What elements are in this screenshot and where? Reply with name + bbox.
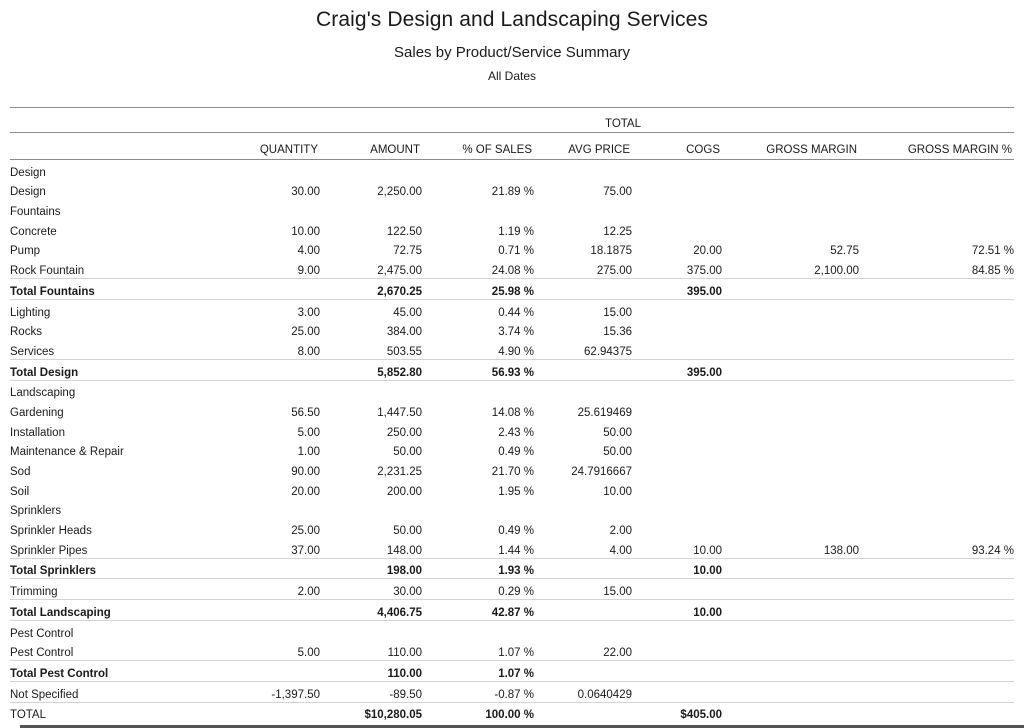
cell-gross-margin: [722, 702, 859, 722]
cell-avg-price: [534, 620, 632, 640]
row-label: Maintenance & Repair: [10, 446, 124, 459]
cell-gross-margin-pct: [859, 702, 1014, 722]
table-subtotal-row[interactable]: [10, 558, 1014, 579]
cell-quantity: 5.00: [297, 647, 320, 660]
cell-amount: [320, 380, 422, 400]
table-row[interactable]: [10, 258, 1014, 278]
cell-gross-margin-pct: [859, 320, 1014, 340]
cell-pct-of-sales: 56.93 %: [422, 359, 534, 380]
cell-cogs: 10.00: [693, 544, 722, 557]
cell-amount: 110.00: [320, 661, 422, 682]
cell-amount: 45.00: [393, 306, 422, 319]
cell-avg-price: 24.7916667: [571, 466, 632, 478]
cell-gross-margin: [722, 479, 859, 499]
cell-avg-price: [534, 600, 632, 621]
cell-gross-margin: [722, 420, 859, 440]
cell-pct-of-sales: 1.44 %: [498, 544, 534, 557]
cell-quantity: [232, 661, 320, 682]
cell-amount: 198.00: [320, 558, 422, 579]
cell-gross-margin: [722, 380, 859, 400]
cell-cogs: 395.00: [632, 359, 722, 380]
row-label: Lighting: [10, 306, 51, 319]
report-header: [0, 0, 1024, 85]
row-label: Trimming: [10, 586, 58, 599]
cell-gross-margin-pct: [859, 380, 1014, 400]
cell-pct-of-sales: 25.98 %: [422, 279, 534, 300]
cell-gross-margin-pct: [859, 359, 1014, 380]
cell-quantity: [232, 499, 320, 519]
row-label: Not Specified: [10, 688, 79, 701]
cell-amount: 2,250.00: [377, 186, 422, 199]
cell-amount: 2,475.00: [377, 265, 422, 278]
table-row[interactable]: [10, 538, 1014, 558]
cell-cogs: [632, 459, 722, 479]
table-subtotal-row[interactable]: [10, 279, 1014, 300]
cell-cogs: [632, 620, 722, 640]
cell-gross-margin-pct: [859, 558, 1014, 579]
cell-gross-margin-pct: [859, 160, 1014, 180]
cell-cogs: [632, 199, 722, 219]
cell-cogs: 10.00: [632, 600, 722, 621]
cell-cogs: [632, 380, 722, 400]
cell-avg-price: 62.94375: [584, 345, 632, 358]
table-row[interactable]: [10, 239, 1014, 259]
cell-amount: [320, 620, 422, 640]
cell-amount: 1,447.50: [377, 406, 422, 419]
cell-cogs: [632, 320, 722, 340]
cell-amount: [320, 160, 422, 180]
column-header-label: [10, 133, 232, 160]
cell-avg-price: 15.00: [603, 306, 632, 319]
table-subtotal-row[interactable]: [10, 661, 1014, 682]
sales-by-product-service-table: [10, 107, 1014, 722]
cell-pct-of-sales: 42.87 %: [422, 600, 534, 621]
row-label: Concrete: [10, 225, 57, 238]
cell-gross-margin-pct: [859, 400, 1014, 420]
table-row[interactable]: [10, 420, 1014, 440]
cell-amount: 122.50: [386, 225, 422, 238]
cell-quantity: 10.00: [291, 225, 320, 238]
cell-gross-margin: [722, 180, 859, 200]
cell-cogs: [632, 681, 722, 702]
table-row[interactable]: [10, 339, 1014, 359]
cell-amount: 72.75: [393, 245, 422, 258]
cell-gross-margin: 138.00: [823, 544, 859, 557]
row-label: Fountains: [10, 206, 61, 219]
cell-gross-margin-pct: [859, 600, 1014, 621]
cell-cogs: [632, 518, 722, 538]
cell-avg-price: 22.00: [603, 647, 632, 660]
cell-amount: 110.00: [387, 647, 422, 660]
cell-cogs: [632, 160, 722, 180]
cell-gross-margin-pct: 72.51 %: [971, 245, 1015, 258]
cell-avg-price: [534, 661, 632, 682]
cell-gross-margin: [722, 499, 859, 519]
row-label: Services: [10, 345, 55, 358]
cell-gross-margin-pct: [859, 339, 1014, 359]
row-label: Gardening: [10, 406, 64, 419]
cell-cogs: [632, 579, 722, 600]
cell-gross-margin: [722, 681, 859, 702]
table-row[interactable]: [10, 380, 1014, 400]
table-row[interactable]: [10, 320, 1014, 340]
table-row[interactable]: [10, 681, 1014, 702]
cell-quantity: 9.00: [297, 265, 320, 278]
cell-gross-margin: [722, 579, 859, 600]
row-label: TOTAL: [10, 702, 232, 722]
cell-amount: 4,406.75: [320, 600, 422, 621]
cell-pct-of-sales: 0.49 %: [498, 446, 534, 459]
cell-cogs: 375.00: [686, 265, 722, 278]
cell-gross-margin: [722, 641, 859, 661]
cell-pct-of-sales: 1.19 %: [498, 225, 534, 238]
cell-avg-price: 50.00: [603, 446, 632, 459]
cell-cogs: [632, 440, 722, 460]
cell-gross-margin-pct: [859, 499, 1014, 519]
cell-pct-of-sales: 24.08 %: [491, 265, 534, 278]
cell-gross-margin-pct: [859, 620, 1014, 640]
cell-avg-price: 15.00: [603, 586, 632, 599]
cell-amount: [320, 199, 422, 219]
cell-amount: [320, 499, 422, 519]
cell-avg-price: 18.1875: [590, 245, 632, 258]
table-row[interactable]: [10, 180, 1014, 200]
row-label: Sprinkler Pipes: [10, 544, 88, 557]
cell-cogs: [632, 299, 722, 319]
table-subtotal-row[interactable]: [10, 359, 1014, 380]
row-label: Total Fountains: [10, 279, 232, 300]
cell-cogs: 395.00: [632, 279, 722, 300]
row-label: Sod: [10, 466, 31, 478]
row-label: Rocks: [10, 326, 42, 339]
cell-avg-price: 50.00: [603, 426, 632, 439]
cell-pct-of-sales: 21.89 %: [491, 186, 534, 199]
cell-cogs: [632, 400, 722, 420]
cell-avg-price: [534, 558, 632, 579]
cell-cogs: [632, 479, 722, 499]
column-header-amount[interactable]: AMOUNT: [320, 133, 422, 160]
cell-amount: 148.00: [386, 544, 422, 557]
cell-avg-price: 4.00: [609, 544, 632, 557]
cell-quantity: 8.00: [297, 345, 320, 358]
cell-pct-of-sales: 14.08 %: [491, 406, 534, 419]
cell-gross-margin-pct: [859, 681, 1014, 702]
group-header-row: [10, 108, 1014, 133]
company-name: Craig's Design and Landscaping Services: [316, 8, 708, 31]
cell-quantity: [232, 199, 320, 219]
cell-gross-margin: [722, 661, 859, 682]
table-row[interactable]: [10, 579, 1014, 600]
row-label: Design: [10, 166, 46, 179]
cell-pct-of-sales: 1.07 %: [498, 647, 534, 660]
cell-quantity: 90.00: [291, 466, 320, 478]
cell-pct-of-sales: 3.74 %: [498, 326, 534, 339]
table-row[interactable]: [10, 518, 1014, 538]
cell-quantity: 5.00: [297, 426, 320, 439]
cell-gross-margin-pct: [859, 180, 1014, 200]
row-label: Sprinkler Heads: [10, 525, 92, 538]
cell-gross-margin: [722, 400, 859, 420]
cell-avg-price: 275.00: [596, 265, 632, 278]
cell-pct-of-sales: -0.87 %: [494, 688, 534, 701]
cell-gross-margin-pct: [859, 299, 1014, 319]
cell-gross-margin-pct: [859, 579, 1014, 600]
cell-gross-margin-pct: [859, 279, 1014, 300]
cell-avg-price: 2.00: [609, 525, 632, 538]
cell-quantity: -1,397.50: [271, 688, 320, 701]
cell-gross-margin-pct: [859, 661, 1014, 682]
cell-gross-margin: [722, 320, 859, 340]
table-row[interactable]: [10, 160, 1014, 180]
cell-pct-of-sales: [422, 160, 534, 180]
cell-avg-price: [534, 499, 632, 519]
cell-avg-price: 0.0640429: [577, 688, 632, 701]
cell-pct-of-sales: 0.49 %: [498, 525, 534, 538]
cell-amount: 2,231.25: [377, 466, 422, 478]
column-header-row: [10, 133, 1014, 160]
table-row[interactable]: [10, 641, 1014, 661]
cell-amount: 250.00: [386, 426, 422, 439]
cell-amount: 2,670.25: [320, 279, 422, 300]
table-grand-total-row[interactable]: [10, 702, 1014, 722]
cell-cogs: $405.00: [632, 702, 722, 722]
report-table-container: [10, 85, 1014, 728]
column-header-quantity[interactable]: QUANTITY: [232, 133, 320, 160]
cell-quantity: 4.00: [297, 245, 320, 258]
cell-quantity: 20.00: [291, 485, 320, 498]
cell-cogs: [632, 180, 722, 200]
cell-gross-margin: [722, 219, 859, 239]
table-row[interactable]: [10, 440, 1014, 460]
table-row[interactable]: [10, 199, 1014, 219]
row-label: Soil: [10, 485, 30, 498]
cell-gross-margin-pct: [859, 440, 1014, 460]
table-row[interactable]: [10, 219, 1014, 239]
cell-pct-of-sales: 21.70 %: [491, 466, 534, 478]
column-header-gross-margin-pct[interactable]: GROSS MARGIN %: [859, 133, 1014, 160]
cell-pct-of-sales: [422, 620, 534, 640]
cell-quantity: [232, 600, 320, 621]
cell-quantity: 37.00: [291, 544, 320, 557]
cell-gross-margin-pct: 93.24 %: [971, 544, 1015, 557]
cell-pct-of-sales: 0.44 %: [498, 306, 534, 319]
cell-pct-of-sales: 0.29 %: [498, 586, 534, 599]
cell-quantity: [232, 359, 320, 380]
cell-gross-margin-pct: 84.85 %: [971, 265, 1015, 278]
cell-quantity: 56.50: [291, 406, 320, 419]
cell-cogs: 20.00: [693, 245, 722, 258]
cell-gross-margin: [722, 359, 859, 380]
cell-quantity: 1.00: [297, 446, 320, 459]
row-label: Design: [10, 186, 46, 199]
cell-avg-price: 75.00: [603, 186, 632, 199]
cell-gross-margin: 52.75: [830, 245, 859, 258]
cell-quantity: 2.00: [297, 586, 320, 599]
cell-avg-price: 25.619469: [577, 406, 632, 419]
cell-quantity: 25.00: [291, 525, 320, 538]
cell-cogs: [632, 499, 722, 519]
cell-gross-margin: [722, 440, 859, 460]
table-row[interactable]: [10, 620, 1014, 640]
cell-cogs: [632, 641, 722, 661]
cell-pct-of-sales: 1.93 %: [422, 558, 534, 579]
row-label: Installation: [10, 426, 65, 439]
cell-quantity: [232, 620, 320, 640]
cell-pct-of-sales: [422, 380, 534, 400]
cell-gross-margin-pct: [859, 459, 1014, 479]
group-header-total: TOTAL: [232, 108, 1014, 133]
cell-amount: 30.00: [393, 586, 422, 599]
cell-cogs: 10.00: [632, 558, 722, 579]
cell-pct-of-sales: 1.07 %: [422, 661, 534, 682]
cell-quantity: 3.00: [297, 306, 320, 319]
table-row[interactable]: [10, 479, 1014, 499]
cell-avg-price: [534, 380, 632, 400]
cell-quantity: 30.00: [291, 186, 320, 199]
cell-gross-margin: [722, 518, 859, 538]
cell-avg-price: [534, 702, 632, 722]
cell-amount: 384.00: [386, 326, 422, 339]
cell-gross-margin: [722, 299, 859, 319]
table-row[interactable]: [10, 459, 1014, 479]
column-header-gross-margin[interactable]: GROSS MARGIN: [722, 133, 859, 160]
cell-quantity: 25.00: [291, 326, 320, 339]
row-label: Rock Fountain: [10, 265, 85, 278]
table-row[interactable]: [10, 299, 1014, 319]
table-body: [10, 160, 1014, 723]
cell-amount: 50.00: [393, 525, 422, 538]
cell-gross-margin: [722, 459, 859, 479]
cell-amount: -89.50: [389, 688, 422, 701]
cell-amount: 200.00: [386, 485, 422, 498]
table-head: [10, 108, 1014, 160]
cell-cogs: [632, 420, 722, 440]
cell-cogs: [632, 219, 722, 239]
cell-amount: 5,852.80: [320, 359, 422, 380]
cell-gross-margin: [722, 160, 859, 180]
cell-cogs: [632, 339, 722, 359]
column-header-avg-price[interactable]: AVG PRICE: [534, 133, 632, 160]
cell-avg-price: [534, 199, 632, 219]
table-row[interactable]: [10, 499, 1014, 519]
cell-gross-margin: [722, 600, 859, 621]
cell-avg-price: 12.25: [603, 225, 632, 238]
row-label: Landscaping: [10, 387, 76, 400]
table-row[interactable]: [10, 400, 1014, 420]
report-title: Sales by Product/Service Summary: [394, 44, 630, 61]
cell-gross-margin: [722, 620, 859, 640]
column-header-pct-of-sales[interactable]: % OF SALES: [422, 133, 534, 160]
cell-gross-margin: [722, 339, 859, 359]
cell-pct-of-sales: 0.71 %: [498, 245, 534, 258]
cell-gross-margin: [722, 279, 859, 300]
row-label: Total Sprinklers: [10, 558, 232, 579]
cell-quantity: [232, 558, 320, 579]
cell-amount: $10,280.05: [320, 702, 422, 722]
row-label: Pest Control: [10, 647, 74, 660]
cell-gross-margin-pct: [859, 199, 1014, 219]
cell-gross-margin-pct: [859, 219, 1014, 239]
column-header-cogs[interactable]: COGS: [632, 133, 722, 160]
cell-pct-of-sales: [422, 499, 534, 519]
row-label: Pump: [10, 245, 41, 258]
cell-pct-of-sales: 2.43 %: [498, 426, 534, 439]
cell-quantity: [232, 160, 320, 180]
cell-avg-price: [534, 160, 632, 180]
cell-cogs: [632, 661, 722, 682]
cell-avg-price: [534, 279, 632, 300]
cell-amount: 503.55: [386, 345, 422, 358]
report-period: All Dates: [487, 69, 537, 83]
cell-avg-price: 15.36: [603, 326, 632, 339]
cell-pct-of-sales: 1.95 %: [498, 485, 534, 498]
cell-gross-margin-pct: [859, 518, 1014, 538]
cell-gross-margin: [722, 558, 859, 579]
row-label: Total Landscaping: [10, 600, 232, 621]
row-label: Sprinklers: [10, 505, 62, 518]
cell-quantity: [232, 279, 320, 300]
cell-pct-of-sales: [422, 199, 534, 219]
cell-gross-margin-pct: [859, 420, 1014, 440]
row-label: Total Design: [10, 359, 232, 380]
cell-quantity: [232, 702, 320, 722]
cell-amount: 50.00: [393, 446, 422, 459]
table-subtotal-row[interactable]: [10, 600, 1014, 621]
cell-pct-of-sales: 100.00 %: [422, 702, 534, 722]
cell-gross-margin: [722, 199, 859, 219]
cell-quantity: [232, 380, 320, 400]
cell-gross-margin-pct: [859, 479, 1014, 499]
group-header-spacer: [10, 108, 232, 133]
cell-gross-margin-pct: [859, 641, 1014, 661]
row-label: Total Pest Control: [10, 661, 232, 682]
cell-avg-price: 10.00: [603, 485, 632, 498]
cell-avg-price: [534, 359, 632, 380]
cell-gross-margin: 2,100.00: [814, 265, 859, 278]
cell-pct-of-sales: 4.90 %: [498, 345, 534, 358]
row-label: Pest Control: [10, 627, 74, 640]
